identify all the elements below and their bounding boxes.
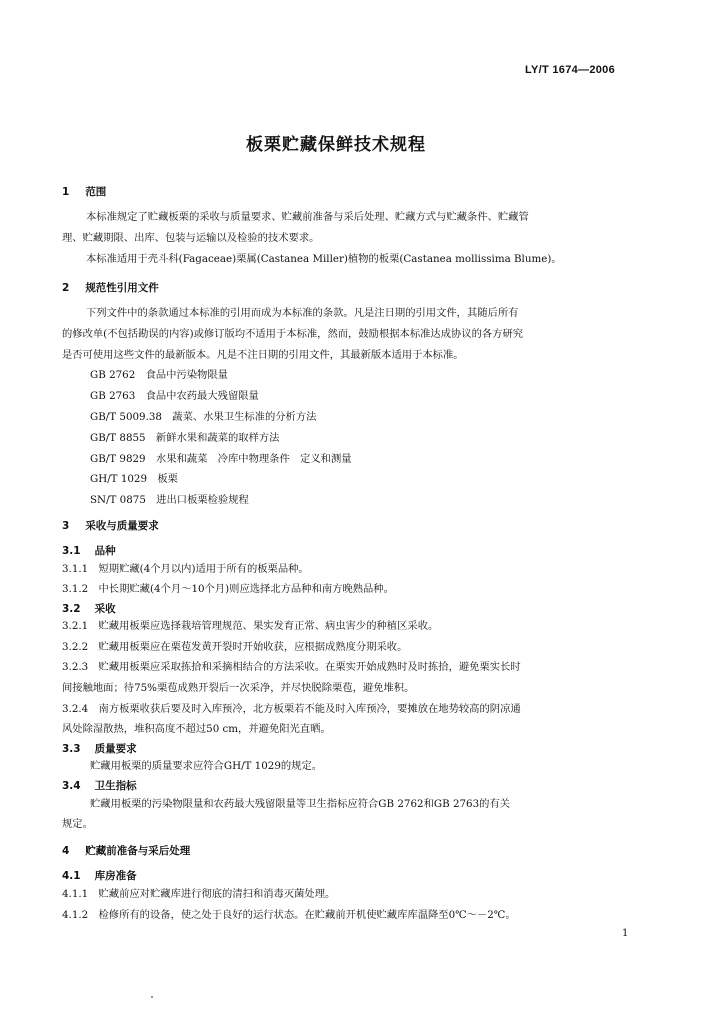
clause-line: 3.2.1 贮藏用板栗应选择栽培管理规范、果实发育正常、病虫害少的种植区采收。 (62, 620, 439, 632)
clause-line: 3.1.2 中长期贮藏(4个月～10个月)则应选择北方品种和南方晚熟品种。 (62, 583, 394, 595)
section-1-heading (62, 184, 106, 199)
subsection-3-1-heading (62, 543, 116, 558)
section-title: 规范性引用文件 (85, 282, 159, 294)
subsection-3-2-heading (62, 601, 116, 616)
subsection-title: 采收 (94, 603, 116, 615)
subsection-3-3-heading (62, 741, 137, 756)
subsection-number: 3.1 (62, 545, 81, 557)
reference-item: GB/T 8855 新鲜水果和蔬菜的取样方法 (90, 432, 280, 444)
section-4-heading (62, 843, 190, 858)
section-number: 3 (62, 520, 70, 532)
clause-line: 风处除湿散热，堆积高度不超过50 cm，并避免阳光直晒。 (62, 723, 331, 735)
subsection-number: 3.2 (62, 603, 81, 615)
document-title: 板栗贮藏保鲜技术规程 (246, 135, 426, 155)
section-title: 贮藏前准备与采后处理 (85, 845, 191, 857)
clause-line: 3.2.2 贮藏用板栗应在栗苞发黄开裂时开始收获，应根据成熟度分期采收。 (62, 641, 408, 653)
paragraph-line: 理、贮藏期限、出库、包装与运输以及检验的技术要求。 (62, 232, 320, 244)
scan-artifact (151, 996, 153, 998)
clause-line: 4.1.2 检修所有的设备，使之处于良好的运行状态。在贮藏前开机使贮藏库库温降至0℃～－2℃。 (62, 909, 516, 921)
reference-item: GB/T 5009.38 蔬菜、水果卫生标准的分析方法 (90, 411, 317, 423)
reference-item: GH/T 1029 板栗 (90, 473, 178, 485)
section-3-heading (62, 518, 159, 533)
paragraph-line: 下列文件中的条款通过本标准的引用而成为本标准的条款。凡是注日期的引用文件，其随后所有 (86, 307, 519, 319)
subsection-number: 3.3 (62, 743, 81, 755)
paragraph-line: 本标准适用于壳斗科(Fagaceae)栗属(Castanea Miller)植物的板栗(Castanea mollissima Blume)。 (86, 253, 562, 265)
section-number: 2 (62, 282, 70, 294)
section-title: 采收与质量要求 (85, 520, 159, 532)
paragraph-line: 规定。 (62, 818, 93, 830)
reference-item: GB 2763 食品中农药最大残留限量 (90, 390, 259, 402)
clause-line: 3.2.3 贮藏用板栗应采取拣拾和采摘相结合的方法采收。在栗实开始成熟时及时拣拾，避免栗实长时 (62, 661, 521, 673)
reference-item: GB 2762 食品中污染物限量 (90, 369, 228, 381)
section-title: 范围 (85, 186, 107, 198)
clause-line: 间接触地面；待75%栗苞成熟开裂后一次采净，并尽快脱除栗苞，避免堆积。 (62, 682, 415, 694)
section-number: 4 (62, 845, 70, 857)
section-number: 1 (62, 186, 70, 198)
subsection-4-1-heading (62, 868, 137, 883)
subsection-number: 3.4 (62, 780, 81, 792)
subsection-title: 质量要求 (94, 743, 137, 755)
paragraph-line: 的修改单(不包括勘误的内容)或修订版均不适用于本标准，然而，鼓励根据本标准达成协议的各方研究 (62, 328, 524, 340)
subsection-title: 卫生指标 (94, 780, 137, 792)
clause-line: 4.1.1 贮藏前应对贮藏库进行彻底的清扫和消毒灭菌处理。 (62, 888, 336, 900)
page-number: 1 (622, 928, 629, 939)
standard-code: LY/T 1674—2006 (525, 64, 616, 76)
clause-line: 3.2.4 南方板栗收获后要及时入库预冷，北方板栗若不能及时入库预冷，要摊放在地势较高的阴凉通 (62, 703, 521, 715)
reference-item: GB/T 9829 水果和蔬菜 冷库中物理条件 定义和测量 (90, 453, 352, 465)
clause-line: 3.1.1 短期贮藏(4个月以内)适用于所有的板栗品种。 (62, 563, 309, 575)
paragraph-line: 是否可使用这些文件的最新版本。凡是不注日期的引用文件，其最新版本适用于本标准。 (62, 349, 464, 361)
reference-item: SN/T 0875 进出口板栗检验规程 (90, 494, 249, 506)
subsection-number: 4.1 (62, 870, 81, 882)
subsection-title: 品种 (94, 545, 116, 557)
subsection-3-4-heading (62, 778, 137, 793)
paragraph-line: 本标准规定了贮藏板栗的采收与质量要求、贮藏前准备与采后处理、贮藏方式与贮藏条件、贮藏管 (86, 211, 529, 223)
section-2-heading (62, 280, 159, 295)
subsection-title: 库房准备 (94, 870, 137, 882)
paragraph-line: 贮藏用板栗的污染物限量和农药最大残留限量等卫生指标应符合GB 2762和GB 2763的有关 (90, 798, 511, 810)
paragraph-line: 贮藏用板栗的质量要求应符合GH/T 1029的规定。 (90, 760, 323, 772)
